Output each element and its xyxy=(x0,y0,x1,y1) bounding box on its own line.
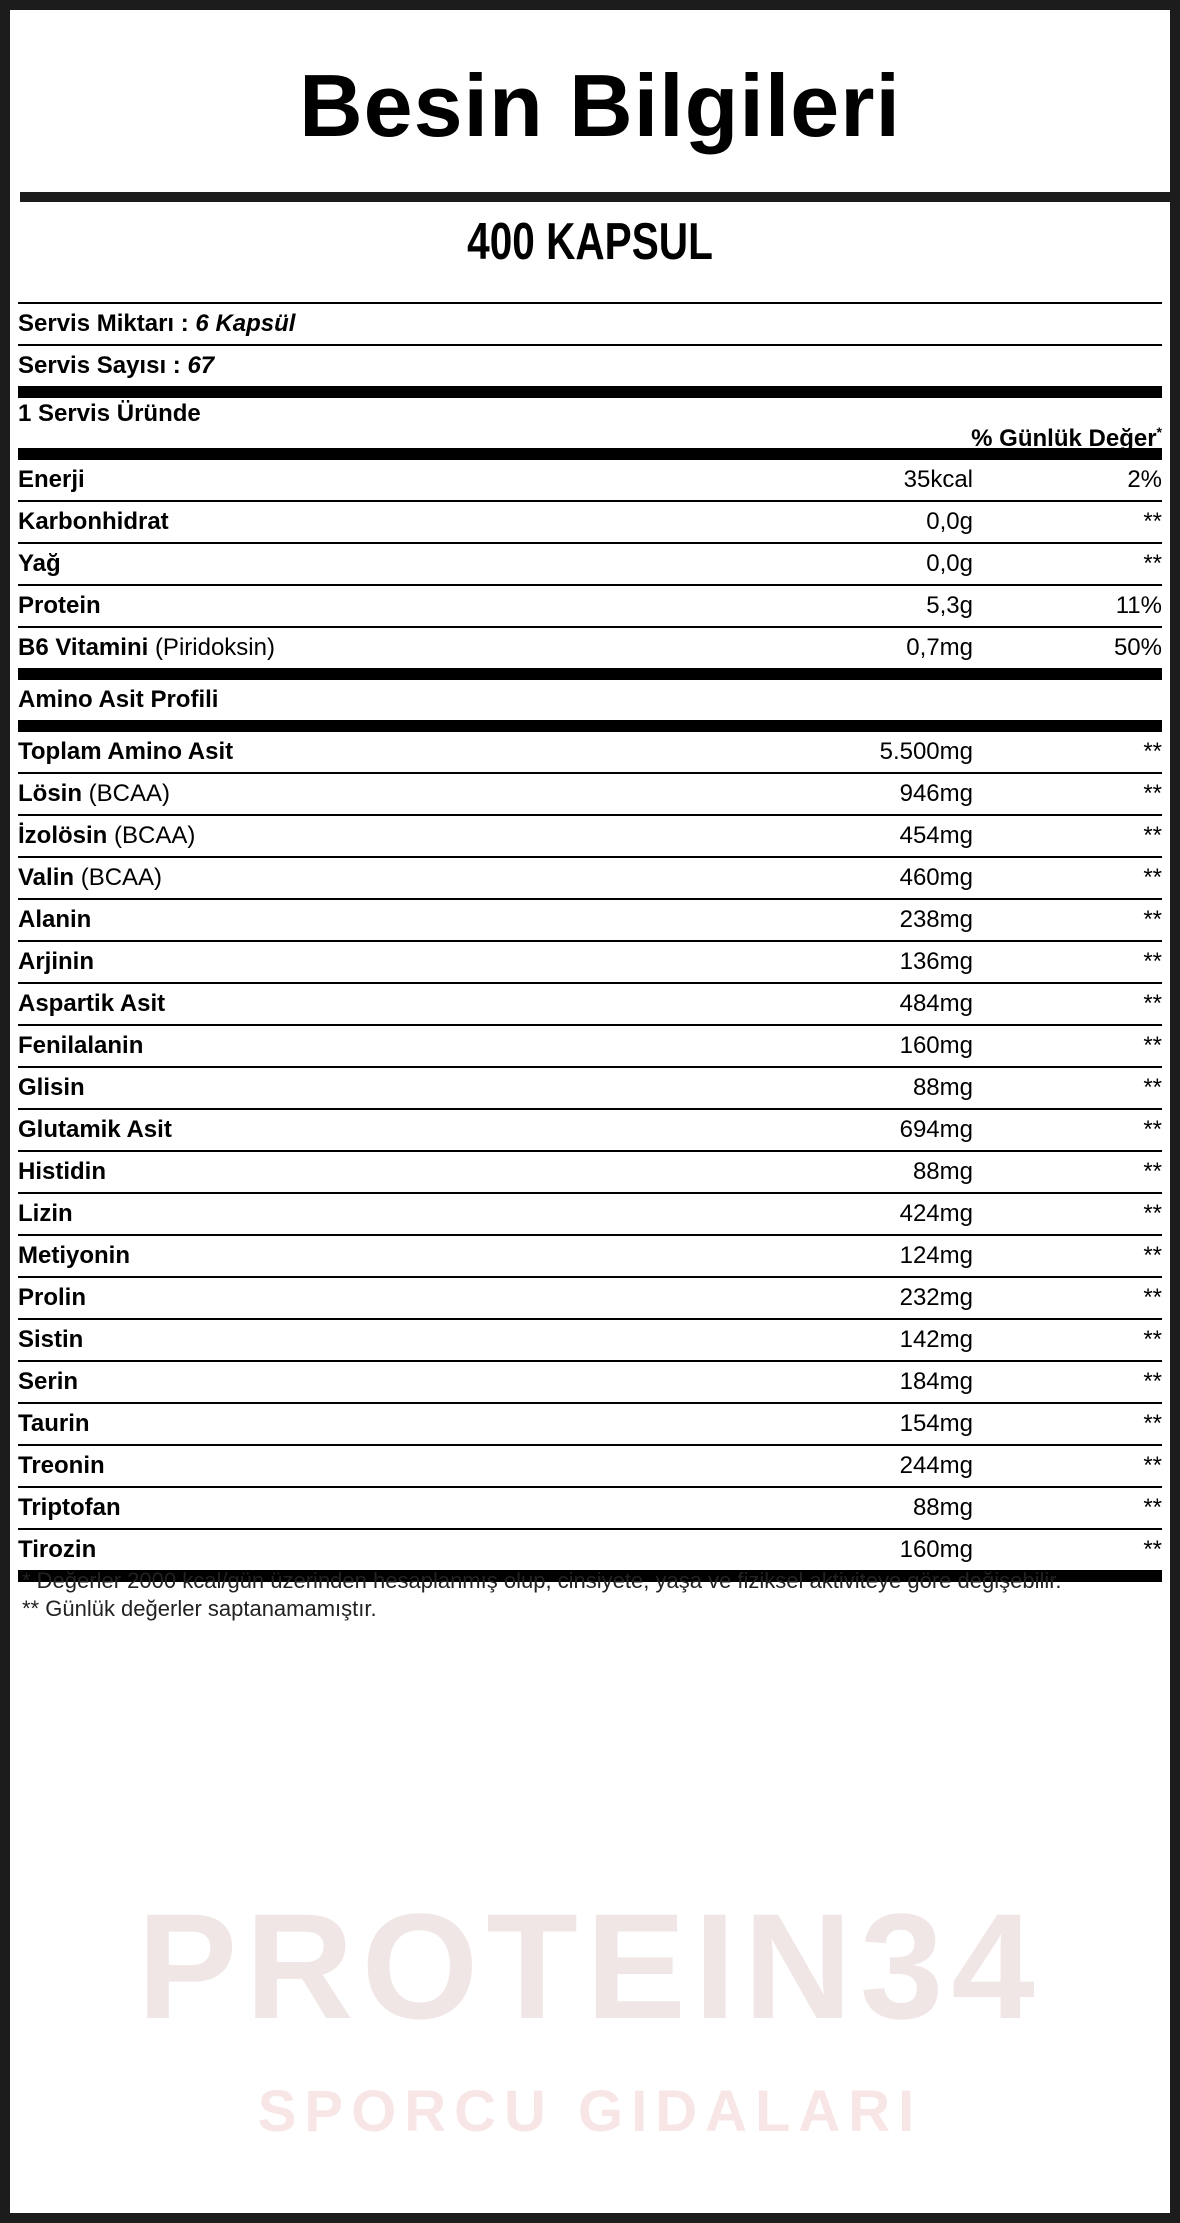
row-daily-value: ** xyxy=(1143,780,1162,807)
table-row xyxy=(18,1446,1162,1488)
row-amount: 5,3g xyxy=(926,592,973,619)
row-amount: 0,7mg xyxy=(906,634,973,661)
row-daily-value: ** xyxy=(1143,906,1162,933)
table-row xyxy=(18,1404,1162,1446)
serving-count: Servis Sayısı : 67 xyxy=(18,352,215,379)
row-amount: 88mg xyxy=(912,1158,973,1185)
package-size: 400 KAPSUL xyxy=(467,213,713,271)
watermark-brand: PROTEIN34 xyxy=(137,1882,1043,2050)
row-label: Aspartik Asit xyxy=(18,990,166,1017)
nutrition-table xyxy=(18,302,1162,1582)
table-row xyxy=(18,1362,1162,1404)
table-row xyxy=(18,1488,1162,1530)
table-row xyxy=(18,1194,1162,1236)
row-daily-value: ** xyxy=(1143,990,1162,1017)
serving-size: Servis Miktarı : 6 Kapsül xyxy=(18,310,296,337)
row-daily-value: ** xyxy=(1143,1032,1162,1059)
table-row xyxy=(18,816,1162,858)
row-label: Treonin xyxy=(18,1452,105,1479)
table-row xyxy=(18,628,1162,680)
row-amount: 694mg xyxy=(899,1116,973,1143)
table-row xyxy=(18,1236,1162,1278)
row-daily-value: 11% xyxy=(1115,592,1162,619)
row-amount: 424mg xyxy=(899,1200,973,1227)
row-label: Enerji xyxy=(18,466,85,493)
row-amount: 35kcal xyxy=(903,466,973,493)
row-label: Toplam Amino Asit xyxy=(18,738,234,765)
table-row xyxy=(18,1068,1162,1110)
row-amount: 154mg xyxy=(899,1410,973,1437)
footnote-2: ** Günlük değerler saptanamamıştır. xyxy=(22,1596,377,1621)
row-amount: 5.500mg xyxy=(879,738,973,765)
table-header-row xyxy=(18,398,1162,460)
footnotes xyxy=(22,1568,1152,1622)
nutrient-list xyxy=(18,460,1162,680)
row-label: Metiyonin xyxy=(18,1242,130,1269)
table-row xyxy=(18,942,1162,984)
row-amount: 0,0g xyxy=(926,508,973,535)
row-daily-value: ** xyxy=(1143,864,1162,891)
per-serving-header: 1 Servis Üründe xyxy=(18,400,201,427)
row-amount: 0,0g xyxy=(926,550,973,577)
table-row xyxy=(18,858,1162,900)
watermark-tagline: SPORCU GIDALARI xyxy=(257,2079,923,2144)
row-amount: 88mg xyxy=(912,1494,973,1521)
row-label: Sistin xyxy=(18,1326,84,1353)
row-daily-value: ** xyxy=(1143,1242,1162,1269)
row-amount: 232mg xyxy=(899,1284,973,1311)
row-label: Protein xyxy=(18,592,101,619)
row-amount: 454mg xyxy=(899,822,973,849)
row-daily-value: ** xyxy=(1143,1410,1162,1437)
table-row xyxy=(18,502,1162,544)
row-amount: 460mg xyxy=(899,864,973,891)
row-label: Valin (BCAA) xyxy=(18,864,163,891)
row-label: Yağ xyxy=(18,550,61,577)
row-daily-value: ** xyxy=(1143,1536,1162,1563)
row-amount: 238mg xyxy=(899,906,973,933)
row-amount: 160mg xyxy=(899,1032,973,1059)
row-daily-value: ** xyxy=(1143,1116,1162,1143)
amino-list xyxy=(18,732,1162,1582)
row-amount: 184mg xyxy=(899,1368,973,1395)
row-label: Histidin xyxy=(18,1158,106,1185)
serving-size-row xyxy=(18,302,1162,346)
table-row xyxy=(18,1110,1162,1152)
row-daily-value: ** xyxy=(1143,1494,1162,1521)
row-label: Lizin xyxy=(18,1200,73,1227)
row-daily-value: ** xyxy=(1143,1200,1162,1227)
row-amount: 244mg xyxy=(899,1452,973,1479)
table-row xyxy=(18,732,1162,774)
table-row xyxy=(18,774,1162,816)
row-daily-value: ** xyxy=(1143,1284,1162,1311)
row-label: Fenilalanin xyxy=(18,1032,144,1059)
row-daily-value: ** xyxy=(1143,550,1162,577)
table-row xyxy=(18,984,1162,1026)
daily-value-header: % Günlük Değer* xyxy=(971,424,1162,452)
row-daily-value: ** xyxy=(1143,1368,1162,1395)
row-daily-value: 50% xyxy=(1113,634,1162,661)
row-amount: 484mg xyxy=(899,990,973,1017)
row-label: Prolin xyxy=(18,1284,87,1311)
table-row xyxy=(18,900,1162,942)
table-row xyxy=(18,586,1162,628)
table-row xyxy=(18,544,1162,586)
row-daily-value: ** xyxy=(1143,738,1162,765)
row-label: Triptofan xyxy=(18,1494,121,1521)
row-daily-value: ** xyxy=(1143,1074,1162,1101)
row-daily-value: ** xyxy=(1143,1452,1162,1479)
row-amount: 136mg xyxy=(899,948,973,975)
table-row xyxy=(18,1278,1162,1320)
serving-count-row xyxy=(18,346,1162,398)
row-label: Arjinin xyxy=(18,948,94,975)
footnote-1: * Değerler 2000 kcal/gün üzerinden hesaplanmış olup, cinsiyete, yaşa ve fiziksel aktiviteye göre değişebilir. xyxy=(22,1568,1062,1593)
row-label: Glisin xyxy=(18,1074,85,1101)
row-daily-value: 2% xyxy=(1127,466,1162,493)
row-amount: 142mg xyxy=(899,1326,973,1353)
row-daily-value: ** xyxy=(1143,508,1162,535)
row-label: Alanin xyxy=(18,906,92,933)
row-label: Karbonhidrat xyxy=(18,508,169,535)
row-daily-value: ** xyxy=(1143,1326,1162,1353)
row-daily-value: ** xyxy=(1143,822,1162,849)
row-amount: 160mg xyxy=(899,1536,973,1563)
row-label: Tirozin xyxy=(18,1536,97,1563)
title-box xyxy=(20,20,1180,202)
row-label: İzolösin (BCAA) xyxy=(18,822,196,849)
row-amount: 124mg xyxy=(899,1242,973,1269)
row-daily-value: ** xyxy=(1143,1158,1162,1185)
row-label: Glutamik Asit xyxy=(18,1116,172,1143)
table-row xyxy=(18,1026,1162,1068)
table-row xyxy=(18,460,1162,502)
amino-section-label: Amino Asit Profili xyxy=(18,686,219,713)
row-daily-value: ** xyxy=(1143,948,1162,975)
table-row xyxy=(18,1152,1162,1194)
row-label: Taurin xyxy=(18,1410,90,1437)
row-label: Serin xyxy=(18,1368,79,1395)
page-title: Besin Bilgileri xyxy=(299,56,901,155)
row-amount: 88mg xyxy=(912,1074,973,1101)
amino-section-title xyxy=(18,680,1162,732)
row-label: Lösin (BCAA) xyxy=(18,780,171,807)
row-amount: 946mg xyxy=(899,780,973,807)
row-label: B6 Vitamini (Piridoksin) xyxy=(18,634,275,661)
table-row xyxy=(18,1320,1162,1362)
